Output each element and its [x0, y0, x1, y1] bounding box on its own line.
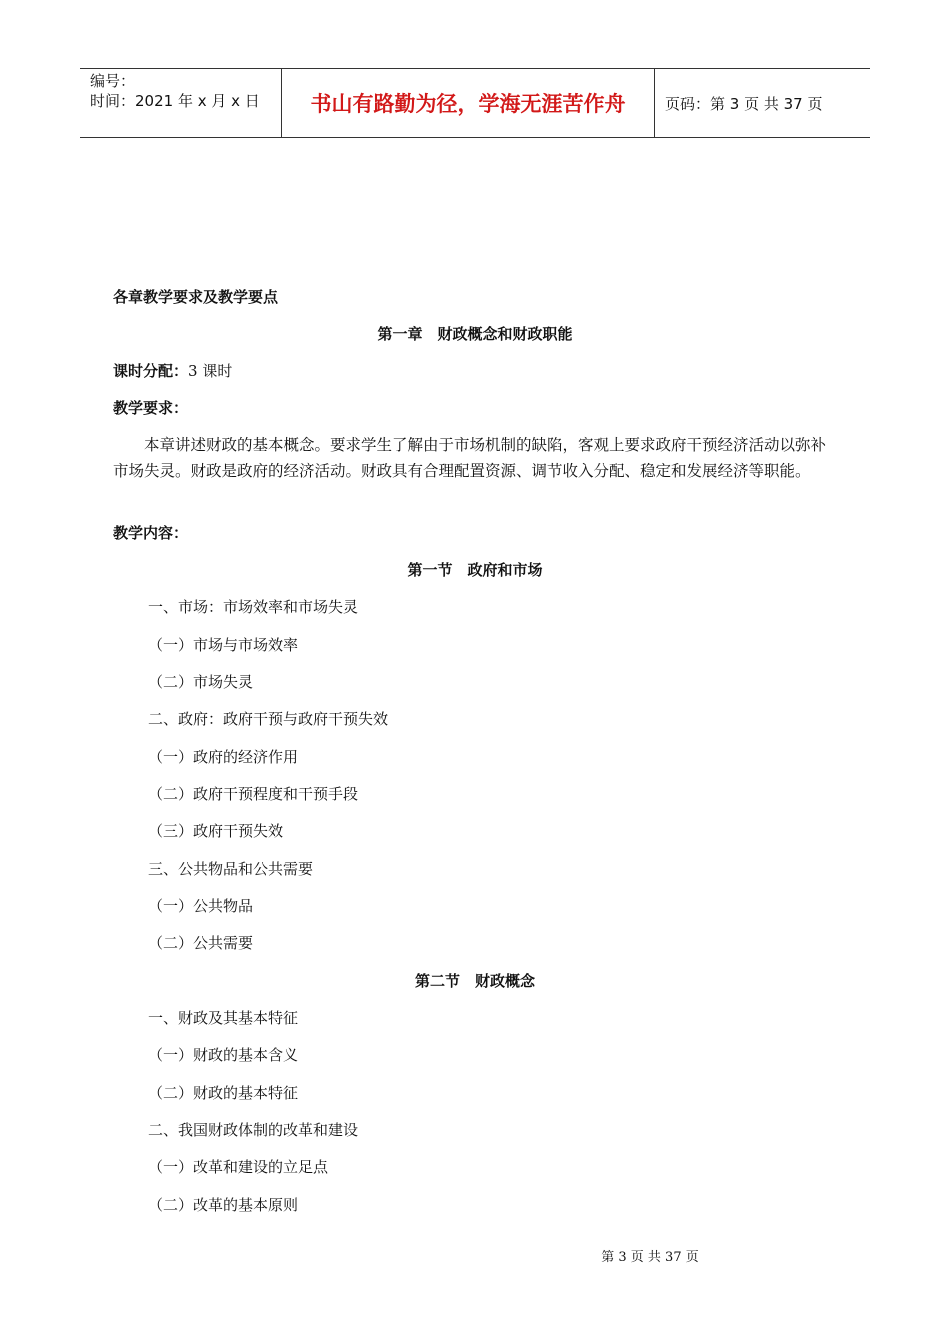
content-label: 教学内容：	[113, 524, 189, 542]
header-number: 编号：	[90, 72, 136, 90]
list-item: 三、公共物品和公共需要	[148, 860, 314, 878]
section1-title: 第一节 政府和市场	[407, 561, 543, 579]
list-item: （一）市场与市场效率	[148, 636, 299, 654]
list-item: （一）改革和建设的立足点	[148, 1158, 329, 1176]
list-item: （二）公共需要	[148, 934, 254, 952]
list-item: 二、我国财政体制的改革和建设	[148, 1121, 359, 1139]
hours-label: 课时分配：	[113, 362, 189, 380]
footer-page-number: 第 3 页 共 37 页	[601, 1250, 699, 1265]
list-item: （二）财政的基本特征	[148, 1084, 299, 1102]
list-item: 二、政府：政府干预与政府干预失效	[148, 710, 389, 728]
list-item: （二）政府干预程度和干预手段	[148, 785, 359, 803]
list-item: （二）改革的基本原则	[148, 1196, 299, 1214]
requirements-paragraph: 本章讲述财政的基本概念。要求学生了解由于市场机制的缺陷，客观上要求政府干预经济活动以弥补市场失灵。财政是政府的经济活动。财政具有合理配置资源、调节收入分配、稳定和发展经济等职能。	[113, 436, 827, 480]
page-footer	[0, 1246, 950, 1265]
requirements-label: 教学要求：	[113, 399, 189, 417]
header-date: 时间：2021 年 x 月 x 日	[90, 92, 260, 110]
header-page-number: 页码：第 3 页 共 37 页	[665, 94, 823, 113]
list-item: （二）市场失灵	[148, 673, 254, 691]
section2-title: 第二节 财政概念	[414, 972, 535, 990]
header-motto: 书山有路勤为径，学海无涯苦作舟	[282, 69, 655, 137]
chapter-title: 第一章 财政概念和财政职能	[377, 325, 573, 343]
list-item: （一）政府的经济作用	[148, 748, 299, 766]
list-item: 一、市场：市场效率和市场失灵	[148, 598, 359, 616]
hours-value: 3 课时	[188, 362, 233, 380]
list-item: （一）财政的基本含义	[148, 1046, 299, 1064]
header-meta	[80, 69, 282, 137]
list-item: （一）公共物品	[148, 897, 254, 915]
page-header	[80, 68, 870, 138]
hours-line	[113, 361, 232, 381]
list-item: （三）政府干预失效	[148, 822, 284, 840]
list-item: 一、财政及其基本特征	[148, 1009, 299, 1027]
intro-heading: 各章教学要求及教学要点	[113, 288, 279, 306]
